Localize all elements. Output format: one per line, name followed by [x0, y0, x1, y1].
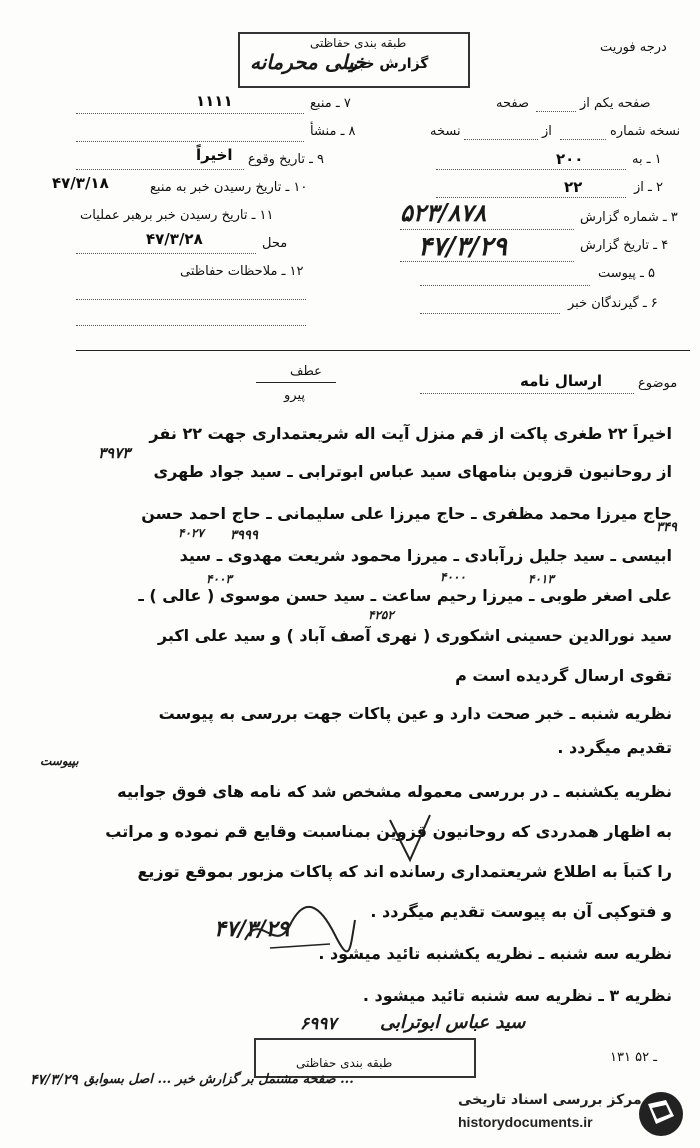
field-7-label: ۷ ـ منبع	[310, 96, 351, 111]
body-line-6: سید نورالدین حسینی اشکوری ( نهری آصف آباد ) و سید علی اکبر	[157, 626, 672, 645]
field-11-value: ۴۷/۳/۲۸	[146, 230, 203, 248]
body-line-13: و فتوکپی آن به پیوست تقدیم میگردد .	[370, 902, 672, 921]
follow-label: پیرو	[284, 388, 305, 403]
field-3-value: ۵۲۳/۸۷۸	[400, 198, 487, 227]
field-4-label: ۴ ـ تاریخ گزارش	[580, 238, 669, 253]
form-code: ۱۳۱ ـ ۵۲	[610, 1050, 658, 1065]
handwritten-number-1: ۳۹۷۳	[98, 444, 131, 462]
body-line-3: حاج میرزا محمد مظفری ـ حاج میرزا علی سلیمانی ـ حاج احمد حسن	[141, 504, 672, 523]
field-3-label: ۳ ـ شماره گزارش	[580, 210, 678, 225]
stamp-main-text: خیلی محرمانه	[250, 50, 367, 74]
copy-suffix: نسخه	[430, 124, 461, 139]
field-11-label: ۱۱ ـ تاریخ رسیدن خبر برهبر عملیات	[80, 208, 274, 223]
field-2-value: ۲۲	[564, 178, 583, 196]
handwritten-number-2: ۴۰۲۷	[178, 526, 204, 540]
body-line-4: ابیسی ـ سید جلیل زرآبادی ـ میرزا محمود شریعت مهدوی ـ سید	[179, 546, 672, 565]
field-2-label: ۲ ـ از	[634, 180, 663, 195]
handwritten-margin-note: بپیوست	[40, 754, 79, 768]
subject-label: موضوع	[638, 376, 678, 391]
body-line-1: اخیراً ۲۲ طغری پاکت از قم منزل آیت اله شریعتمداری جهت ۲۲ نفر	[149, 424, 672, 443]
checkmark-scribble	[380, 810, 440, 870]
logo-url: historydocuments.ir	[458, 1114, 593, 1130]
stamp-title: گزارش خبر	[350, 56, 429, 72]
footer-classification: طبقه بندی حفاظتی	[296, 1056, 393, 1070]
body-line-9: تقدیم میگردد .	[557, 738, 672, 757]
page-suffix: صفحه	[496, 96, 529, 111]
field-10-label: ۱۰ ـ تاریخ رسیدن خبر به منبع	[150, 180, 308, 195]
handwritten-number-4: ۳۴۹	[656, 520, 677, 535]
handwritten-date-1: ۴۷/۳/۲۹	[214, 916, 290, 942]
handwritten-number-3: ۳۹۹۹	[230, 528, 258, 543]
signature-scribble	[240, 900, 360, 960]
field-7-value: ۱۱۱۱	[196, 92, 233, 110]
body-line-5: علی اصغر طوبی ـ میرزا رحیم ساعت ـ سید حسن موسوی ( عالی ) ـ	[138, 586, 672, 605]
field-6-label: ۶ ـ گیرندگان خبر	[568, 296, 658, 311]
field-10-value: ۴۷/۳/۱۸	[52, 174, 109, 192]
copy-label: نسخه شماره	[610, 124, 681, 139]
field-8-label: ۸ ـ منشأ	[310, 124, 356, 139]
subject-value: ارسال نامه	[520, 372, 603, 390]
stamp-top-label: طبقه بندی حفاظتی	[310, 36, 407, 50]
body-line-7: تقوی ارسال گردیده است م	[455, 666, 672, 685]
handwritten-number-7: ۴۰۰۰	[440, 570, 466, 584]
field-1-value: ۲۰۰	[556, 150, 584, 168]
handwritten-number-5: ۴۰۱۳	[528, 572, 554, 586]
handwritten-bottom-number: ۶۹۹۷	[300, 1014, 337, 1034]
header-divider	[76, 350, 690, 351]
copy-of: از	[542, 124, 552, 139]
urgency-label: درجه فوریت	[600, 40, 667, 55]
classification-stamp	[238, 32, 470, 88]
field-1-label: ۱ ـ به	[632, 152, 662, 167]
body-line-10: نظریه یکشنبه ـ در بررسی معموله مشخص شد که نامه های فوق جوابیه	[117, 782, 672, 801]
logo-text: مرکز بررسی اسناد تاریخی	[458, 1092, 642, 1108]
handwritten-footer-date: ۴۷/۳/۲۹	[30, 1072, 78, 1088]
ref-label: عطف	[290, 364, 322, 379]
body-line-15: نظریه ۳ ـ نظریه سه شنبه تائید میشود .	[362, 986, 672, 1005]
field-11-place: محل	[262, 236, 288, 251]
archive-logo	[452, 1090, 692, 1140]
body-line-11: به اظهار همدردی که روحانیون قزوین بمناسبت وقایع قم نموده و مراتب	[105, 822, 672, 841]
field-12-label: ۱۲ ـ ملاحظات حفاظتی	[180, 264, 304, 279]
handwritten-number-6: ۴۰۰۳	[206, 572, 232, 586]
field-5-label: ۵ ـ پیوست	[598, 266, 655, 281]
field-9-label: ۹ ـ تاریخ وقوع	[248, 152, 325, 167]
body-line-8: نظریه شنبه ـ خبر صحت دارد و عین پاکات جهت بررسی به پیوست	[158, 704, 672, 723]
field-9-value: اخیراً	[196, 146, 233, 164]
field-4-value: ۴۷/۳/۲۹	[418, 232, 507, 262]
body-line-14: نظریه سه شنبه ـ نظریه یکشنبه تائید میشود .	[318, 944, 672, 963]
page-label: صفحه یکم از	[580, 96, 651, 111]
handwritten-footer-note: صفحه مشتمل بر گزارش خبر ... اصل بسوابق ...	[84, 1072, 354, 1087]
body-line-2: از روحانیون قزوین بنامهای سید عباس ابوترابی ـ سید جواد طهری	[153, 462, 672, 481]
body-line-12: را کتباً به اطلاع شریعتمداری رسانده اند که پاکات مزبور بموقع توزیع	[137, 862, 672, 881]
archive-emblem-icon	[636, 1090, 686, 1138]
handwritten-number-8: ۴۲۵۲	[368, 608, 394, 622]
handwritten-bottom-note: سید عباس ابوترابی	[380, 1012, 526, 1033]
